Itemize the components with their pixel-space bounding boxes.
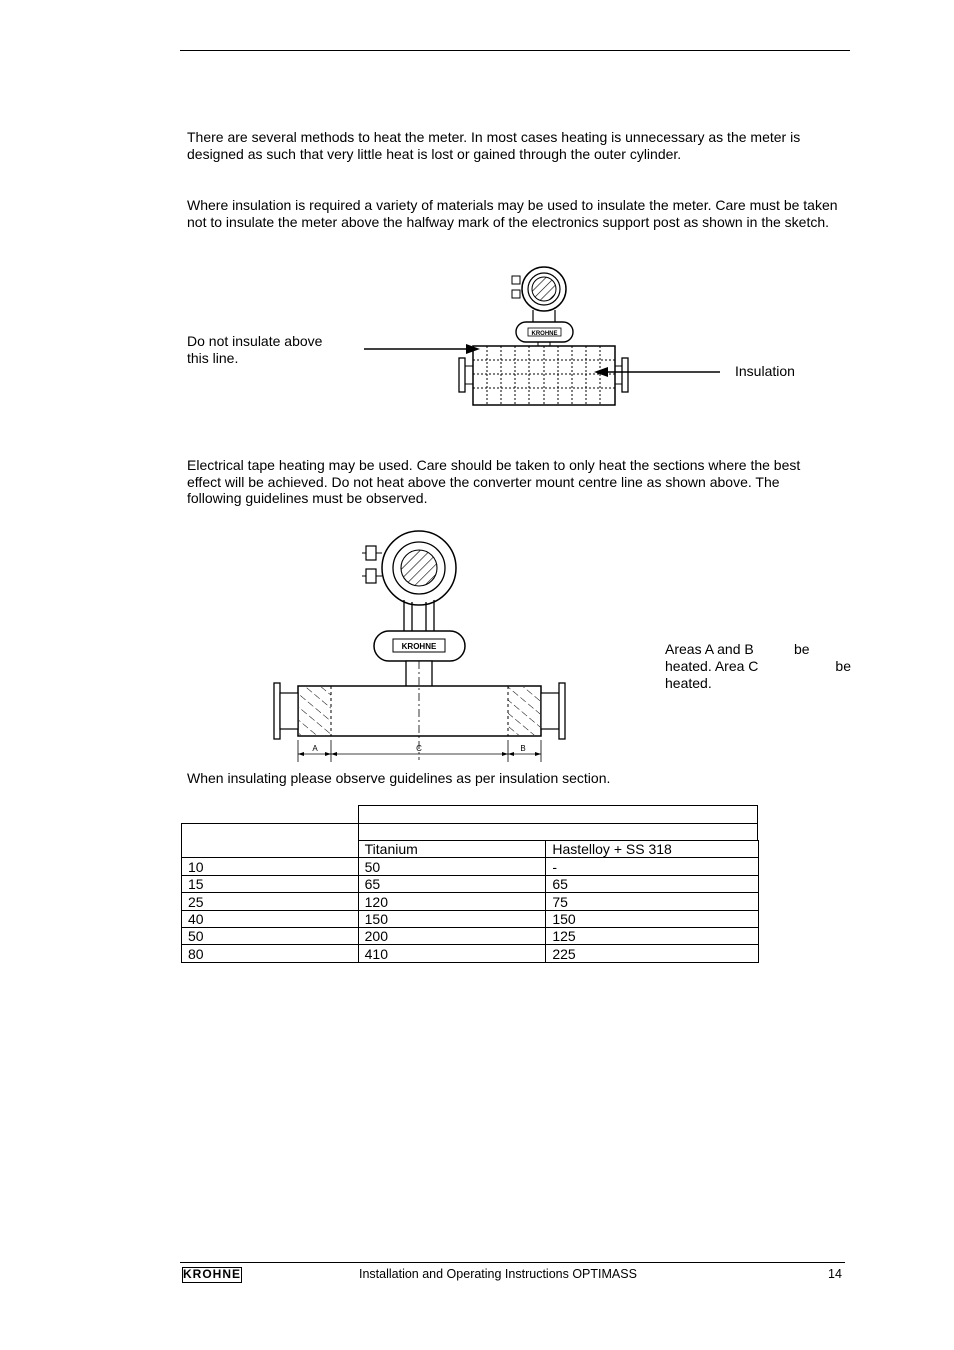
table-row	[182, 893, 759, 910]
table-cell	[182, 841, 359, 858]
table-cell: 125	[546, 927, 759, 944]
table-cell: 15	[182, 875, 359, 892]
heating-logo-text: KROHNE	[401, 642, 437, 651]
table-cell: 50	[182, 927, 359, 944]
table-cell: 65	[358, 875, 546, 892]
areas-line3: heated.	[665, 675, 712, 691]
table-header-top	[358, 805, 758, 824]
footer-rule	[180, 1262, 845, 1263]
table-subheader-titanium: Titanium	[358, 841, 546, 858]
insulating-note: When insulating please observe guidelines as per insulation section.	[187, 770, 611, 786]
dim-b-label: B	[520, 744, 526, 753]
table-cell: 200	[358, 927, 546, 944]
table-cell: 65	[546, 875, 759, 892]
table-row	[182, 945, 759, 962]
table-row	[182, 875, 759, 892]
table-cell: 75	[546, 893, 759, 910]
table-cell: 150	[546, 910, 759, 927]
table-cell: 10	[182, 858, 359, 875]
table-row	[182, 910, 759, 927]
table-header-mid	[358, 823, 758, 841]
table-row	[182, 858, 759, 875]
table-subheader-hastelloy: Hastelloy + SS 318	[546, 841, 759, 858]
table-header-left	[181, 823, 359, 841]
table-cell: 120	[358, 893, 546, 910]
table-row	[182, 927, 759, 944]
areas-line2-a: heated. Area C	[665, 658, 759, 674]
dn-table	[181, 840, 759, 963]
intro-paragraph: There are several methods to heat the meter. In most cases heating is unnecessary as the meter is designed as such that very little heat is lost or gained through the outer cylinder.	[187, 129, 801, 162]
footer-logo: KROHNE	[183, 1267, 242, 1281]
areas-line1-b: be	[794, 641, 810, 657]
table-cell: 80	[182, 945, 359, 962]
table-cell: 50	[358, 858, 546, 875]
table-cell: 410	[358, 945, 546, 962]
insulation-logo-text: KROHNE	[531, 331, 558, 337]
dim-a-label: A	[312, 744, 318, 753]
areas-line2-b: be	[835, 658, 851, 674]
table-cell: 225	[546, 945, 759, 962]
dim-c-label: C	[416, 744, 422, 753]
table-cell: 150	[358, 910, 546, 927]
footer-title: Installation and Operating Instructions OPTIMASS	[359, 1267, 637, 1281]
page-number: 14	[828, 1267, 842, 1281]
tape-heating-paragraph: Electrical tape heating may be used. Care should be taken to only heat the sections where the best effect will be achieved. Do not heat above the converter mount centre line as shown above. The following guidelines must be observed.	[187, 457, 801, 506]
insulation-label: Insulation	[735, 363, 795, 379]
no-insulate-label: Do not insulate above this line.	[187, 333, 323, 366]
areas-line1-a: Areas A and B	[665, 641, 754, 657]
insulation-paragraph: Where insulation is required a variety of materials may be used to insulate the meter. Care must be taken not to insulate the meter above the halfway mark of the electronics support post as shown in the sketch.	[187, 197, 838, 230]
table-subheader-row	[182, 841, 759, 858]
table-cell: 25	[182, 893, 359, 910]
table-cell: -	[546, 858, 759, 875]
table-cell: 40	[182, 910, 359, 927]
